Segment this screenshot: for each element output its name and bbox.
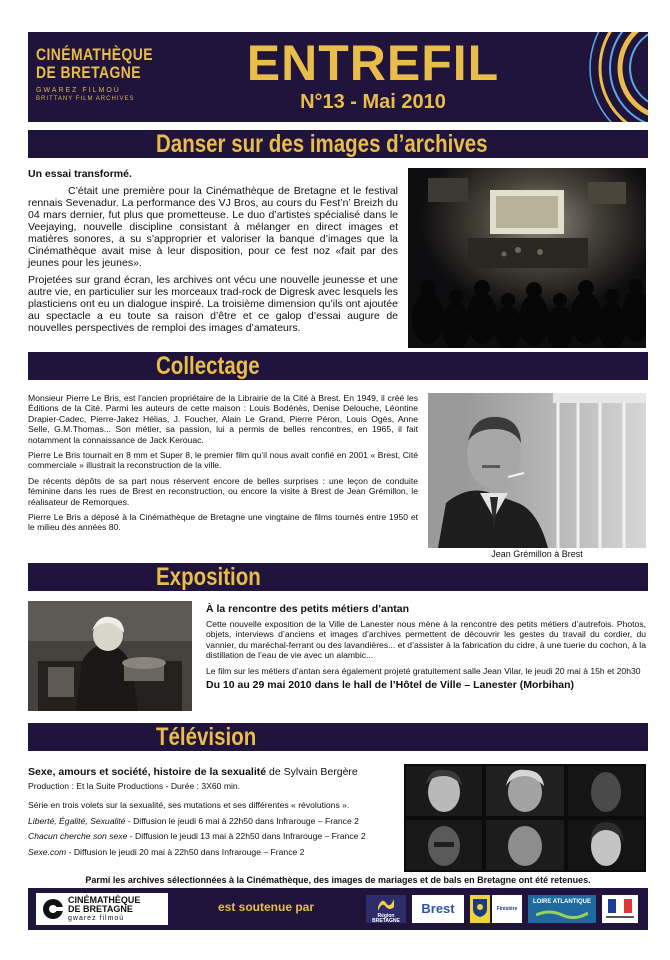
film-reel-icon [42,898,64,920]
sponsor-finistere-label: Finistère [496,906,518,912]
section-bar-danser [28,130,648,158]
footer-logo [36,893,168,925]
footer-banner [28,888,648,930]
section-bar-television [28,723,648,751]
episode-2-title: Chacun cherche son sexe [28,831,128,842]
footer-logo-line-2: DE BRETAGNE [68,904,133,914]
danser-paragraph-1: C’était une première pour la Cinémathèque de Bretagne et le festival rennais Sevenadur. La performance des VJ Bros, au cours du Fest’n’ Breizh du 04 mars dernier, fut plus que prometteuse. Le duo d’artistes spécialisé dans le Veejaying, nouvelle discipline consistant à mélanger en direct images et matières sonores, a su s’approprier et valoriser la banque d’images que la Cinémathèque avait mise à leur disposition, pour ce fest noz «fait par des jeunes pour les jeunes». [28,185,398,269]
television-article [28,766,398,862]
documentary-faces-photo [404,764,646,872]
flag-underline [606,916,634,918]
jean-gremillon-photo [428,393,646,548]
exposition-dates: Du 10 au 29 mai 2010 dans le hall de l’Hôtel de Ville – Lanester (Morbihan) [206,679,575,692]
cinematheque-logo [36,46,179,104]
danser-lead: Un essai transformé. [28,168,132,180]
television-note: Parmi les archives sélectionnées à la Cinémathèque, des images de mariages et de bals en Bretagne ont été retenues. [85,875,591,885]
documentary-author: de Sylvain Bergère [266,766,358,778]
section-heading-danser: Danser sur des images d’archives [156,130,488,158]
logo-line-3: GWAREZ FILMOÙ [36,87,121,94]
documentary-series: Série en trois volets sur la sexualité, ses mutations et ses différentes « révolutions ». [28,800,350,811]
sponsor-loire-label: LOIRE ATLANTIQUE [533,899,591,905]
footer-logo-line-3: gwarez filmoù [68,915,125,922]
episode-1-broadcast: - Diffusion le jeudi 6 mai à 22h50 dans Infrarouge – France 2 [125,815,359,826]
danser-article [28,168,398,339]
section-heading-collectage: Collectage [156,352,260,380]
danser-paragraph-2: Projetées sur grand écran, les archives ont vécu une nouvelle jeunesse et une autre vie, en particulier sur les morceaux trad-rock de Digresk avec lesquels les plasticiens ont eu un dialogue inspiré. La troisième dimension qu’ils ont ajoutée au spectacle a eu toute sa raison d’être et ce galop d’essai augure de nouvelles perspectives de remploi des images d’amateurs. [28,274,398,334]
episode-3-title: Sexe.com [28,846,67,857]
documentary-production: Production : Et la Suite Productions - Durée : 3X60 min. [28,781,241,791]
exposition-title: À la rencontre des petits métiers d’antan [206,603,410,615]
sponsor-brest-label: Brest [421,901,455,916]
exposition-article [206,603,646,696]
old-crafts-photo [28,601,192,711]
sponsor-finistere-emblem [470,895,490,923]
sponsor-loire-atlantique [528,895,596,923]
issue-number: N°13 - Mai 2010 [300,91,446,113]
sponsor-finistere [492,895,522,923]
logo-line-1: CINÉMATHÈQUE [36,45,153,64]
region-flag-icon [378,897,394,911]
collectage-article [28,393,418,538]
finistere-shield-icon [473,899,487,917]
section-heading-exposition: Exposition [156,563,261,591]
newsletter-title: ENTREFIL [246,35,500,91]
sponsor-region-label: Région BRETAGNE [372,913,400,924]
collectage-paragraph-1: Monsieur Pierre Le Bris, est l’ancien propriétaire de la Librairie de la Cité à Brest. En 1949, il créé les Éditions de la Cité. Parmi les auteurs de cette maison : Louis Bodénès, Denise Delouche, Léontine Drapier-Cadec, Pierre-Jakez Hélias, J. Foucher, Alain Le Grand, Pierre Péron, Louis Ogès, Anne Selle, G.M.Thomas... Son métier, sa passion, lui a permis de belles rencontres, en 1965, il fait notamment la connaissance de Jack Kerouac. [28,393,418,445]
supported-by-label: est soutenue par [218,900,315,914]
collectage-paragraph-2: Pierre Le Bris tournait en 8 mm et Super 8, le premier film qu’il nous avait confié en 2001 « Brest, Cité commerciale » illustrait la reconstruction de la ville. [28,450,418,471]
logo-line-2: DE BRETAGNE [36,63,141,82]
section-heading-television: Télévision [156,723,257,751]
episode-1-title: Liberté, Égalité, Sexualité [28,815,126,826]
exposition-paragraph-1: Cette nouvelle exposition de la Ville de Lanester nous mène à la rencontre des petits métiers d’autrefois. Photos, objets, interviews d’anciens et images d’archives permettent de découvrir les gestes du travail du cordier, du vannier, du maréchal-ferrant ou des lavandières... et d’assister à la fabrication du cidre, à une tuerie du cochon, à la distillation de l’eau de vie avec un alambic... [206,619,646,661]
logo-line-4: BRITTANY FILM ARCHIVES [36,96,135,102]
episode-3-broadcast: - Diffusion le jeudi 20 mai à 22h50 dans Infrarouge – France 2 [66,846,305,857]
masthead-banner [28,32,648,122]
collectage-paragraph-3: De récents dépôts de sa part nous réservent encore de belles surprises : une leçon de conduite féminine dans les rues de Brest en reconstruction, ou encore la visite à Brest de Jean Grémillon, le réalisateur de Remorques. [28,475,418,507]
sponsor-republique-francaise [602,895,638,923]
loire-wave-icon [536,909,588,919]
veejaying-concert-photo [408,168,646,348]
photo-caption: Jean Grémillon à Brest [491,549,583,559]
sponsor-brest [412,895,464,923]
exposition-paragraph-2: Le film sur les métiers d’antan sera également projeté gratuitement salle Jean Vilar, le jeudi 20 mai à 15h et 20h30 [206,665,641,676]
collectage-paragraph-4: Pierre Le Bris a déposé à la Cinémathèque de Bretagne une vingtaine de films tournés entre 1950 et le milieu des années 80. [28,512,418,533]
decorative-arcs-icon [558,32,648,122]
documentary-title: Sexe, amours et société, histoire de la sexualité [28,766,267,778]
section-bar-exposition [28,563,648,591]
footer-logo-line-1: CINÉMATHÈQUE [68,895,141,905]
section-bar-collectage [28,352,648,380]
french-flag-icon [608,899,632,913]
sponsor-region-bretagne [366,895,406,923]
episode-2-broadcast: - Diffusion le jeudi 13 mai à 22h50 dans Infrarouge – France 2 [127,831,366,842]
